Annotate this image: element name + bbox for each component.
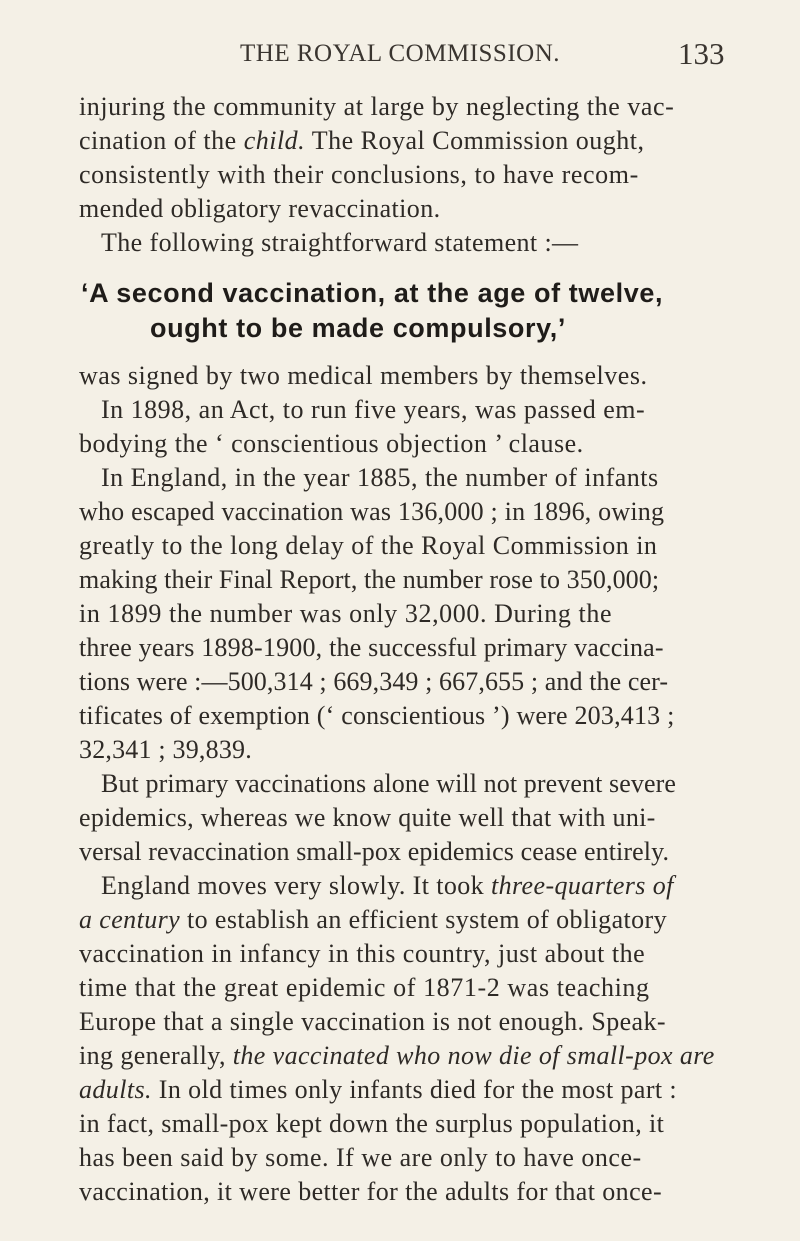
text-line: in fact, small-pox kept down the surplus population, it [79, 1109, 665, 1138]
text-line: three years 1898-1900, the successful primary vaccina- [79, 633, 664, 662]
text-line: tificates of exemption (‘ conscientious ’) were 203,413 ; [79, 701, 675, 730]
text-line [79, 1077, 677, 1103]
italic-text: adults. [79, 1075, 152, 1104]
text-line: time that the great epidemic of 1871-2 was teaching [79, 973, 650, 1002]
text-line: greatly to the long delay of the Royal Commission in [79, 531, 658, 560]
italic-text: child. [243, 126, 306, 155]
text-line: Europe that a single vaccination is not enough. Speak- [79, 1007, 666, 1036]
text-line: versal revaccination small-pox epidemics cease entirely. [79, 837, 670, 866]
text-line: in 1899 the number was only 32,000. During the [79, 599, 613, 628]
text-line: has been said by some. If we are only to have once- [79, 1143, 642, 1172]
text-segment: England moves very slowly. It took [101, 871, 491, 900]
text-line: consistently with their conclusions, to have recom- [79, 160, 639, 189]
italic-text: three-quarters of [490, 871, 674, 900]
text-line: But primary vaccinations alone will not prevent severe [101, 769, 677, 798]
text-line: The following straightforward statement :— [101, 228, 579, 257]
text-line [79, 907, 667, 933]
text-segment: The Royal Commission ought, [305, 126, 645, 155]
quoted-statement-line: ‘A second vaccination, at the age of twelve, [81, 278, 664, 308]
text-line: 32,341 ; 39,839. [79, 735, 252, 764]
text-segment: In old times only infants died for the most part : [151, 1075, 678, 1104]
text-line: mended obligatory revaccination. [79, 194, 441, 223]
italic-text: the vaccinated who now die of small-pox are [232, 1041, 715, 1070]
text-line: was signed by two medical members by themselves. [79, 361, 648, 390]
quoted-statement-line: ought to be made compulsory,’ [150, 313, 566, 343]
text-line: epidemics, whereas we know quite well that with uni- [79, 803, 656, 832]
text-line: bodying the ‘ conscientious objection ’ clause. [79, 429, 584, 458]
text-segment: to establish an efficient system of obligatory [180, 905, 668, 934]
text-line: vaccination, it were better for the adults for that once- [79, 1177, 663, 1206]
text-segment: ing generally, [79, 1041, 233, 1070]
text-line: vaccination in infancy in this country, just about the [79, 939, 646, 968]
text-line: tions were :—500,314 ; 669,349 ; 667,655 ; and the cer- [79, 667, 669, 696]
text-line [101, 873, 674, 899]
text-line: injuring the community at large by neglecting the vac- [79, 92, 675, 121]
text-line [79, 128, 644, 154]
text-line: In 1898, an Act, to run five years, was passed em- [101, 395, 646, 424]
text-line: who escaped vaccination was 136,000 ; in 1896, owing [79, 497, 665, 526]
text-line [79, 1043, 715, 1069]
text-line: making their Final Report, the number rose to 350,000; [79, 565, 660, 594]
page-number: 133 [678, 36, 725, 71]
running-head: THE ROYAL COMMISSION. [240, 40, 561, 67]
text-segment: cination of the [79, 126, 244, 155]
text-line: In England, in the year 1885, the number of infants [101, 463, 659, 492]
italic-text: a century [79, 905, 181, 934]
